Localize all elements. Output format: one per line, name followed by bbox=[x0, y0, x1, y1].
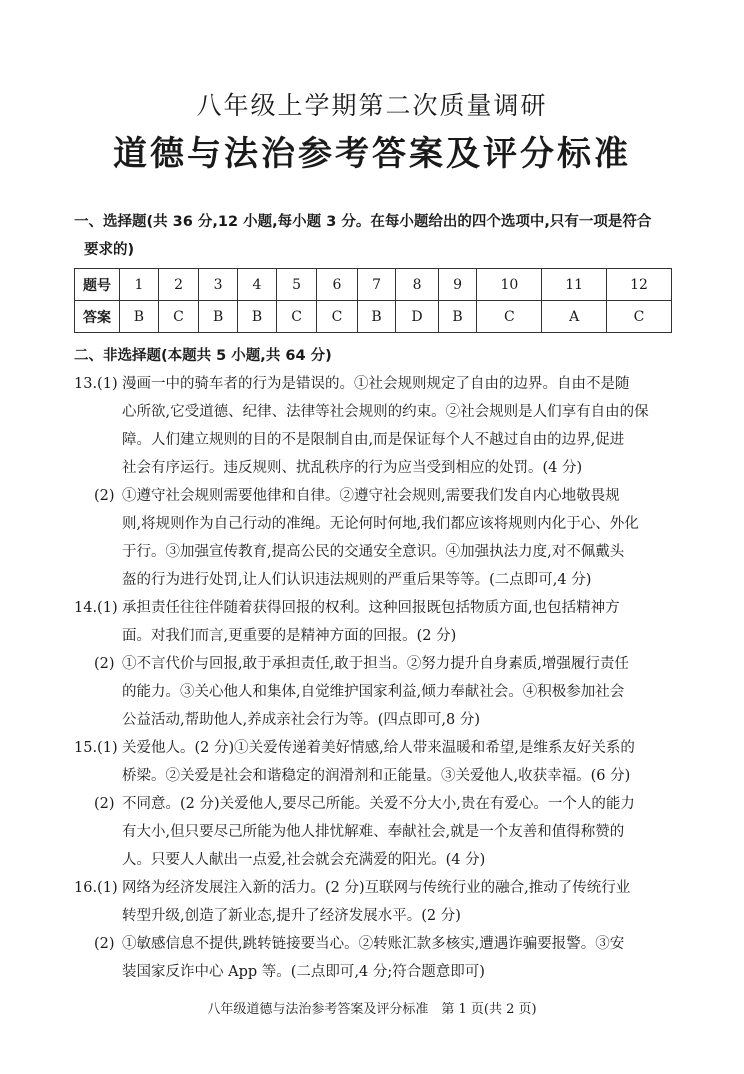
q15-part2 bbox=[74, 790, 674, 874]
q14-part2-line: 的能力。③关心他人和集体,自觉维护国家利益,倾力奉献社会。④积极参加社会 bbox=[122, 684, 625, 700]
answer-table bbox=[74, 268, 672, 333]
q15-part2-line: 不同意。(2 分)关爱他人,要尽己所能。关爱不分大小,贵在有爱心。一个人的能力 bbox=[122, 796, 635, 812]
q15-part1-label: 15.(1) bbox=[74, 740, 118, 756]
row-header-answer: 答案 bbox=[75, 301, 120, 333]
section2-heading: 二、非选择题(本题共 5 小题,共 64 分) bbox=[74, 348, 332, 364]
q16-part2-line: 装国家反诈中心 App 等。(二点即可,4 分;符合题意即可) bbox=[122, 964, 485, 980]
q13-part1-line: 障。人们建立规则的目的不是限制自由,而是保证每个人不越过自由的边界,促进 bbox=[122, 432, 625, 448]
table-cell-number: 12 bbox=[607, 269, 672, 301]
document-subtitle: 八年级上学期第二次质量调研 bbox=[196, 91, 548, 120]
q16-part1-line: 网络为经济发展注入新的活力。(2 分)互联网与传统行业的融合,推动了传统行业 bbox=[122, 880, 631, 896]
q13-part1-label: 13.(1) bbox=[74, 376, 118, 392]
table-cell-answer: A bbox=[542, 301, 607, 333]
table-cell-answer: C bbox=[158, 301, 198, 333]
table-cell-answer: C bbox=[276, 301, 316, 333]
q15-part1-line: 桥梁。②关爱是社会和谐稳定的润滑剂和正能量。③关爱他人,收获幸福。(6 分) bbox=[122, 768, 631, 784]
q13-part1-line: 漫画一中的骑车者的行为是错误的。①社会规则规定了自由的边界。自由不是随 bbox=[122, 376, 630, 392]
q16-part2-label: (2) bbox=[94, 936, 115, 952]
q16-part1-line: 转型升级,创造了新业态,提升了经济发展水平。(2 分) bbox=[122, 908, 461, 924]
q14-part2-line: ①不言代价与回报,敢于承担责任,敢于担当。②努力提升自身素质,增强履行责任 bbox=[122, 656, 629, 672]
q14-part2-line: 公益活动,帮助他人,养成亲社会行为等。(四点即可,8 分) bbox=[122, 712, 480, 728]
q16-part2 bbox=[74, 930, 674, 986]
document-title: 道德与法治参考答案及评分标准 bbox=[113, 134, 631, 174]
q16-part1-label: 16.(1) bbox=[74, 880, 118, 896]
table-cell-number: 1 bbox=[120, 269, 159, 301]
q13-part1-line: 社会有序运行。违反规则、扰乱秩序的行为应当受到相应的处罚。(4 分) bbox=[122, 460, 583, 476]
table-cell-number: 11 bbox=[542, 269, 607, 301]
q15-part2-label: (2) bbox=[94, 796, 115, 812]
table-cell-number: 7 bbox=[357, 269, 396, 301]
table-cell-answer: B bbox=[199, 301, 238, 333]
table-cell-number: 9 bbox=[438, 269, 477, 301]
table-cell-number: 8 bbox=[396, 269, 438, 301]
q13-part2-label: (2) bbox=[94, 488, 115, 504]
section1-line-2: 要求的) bbox=[84, 242, 135, 258]
q13-part2-line: ①遵守社会规则需要他律和自律。②遵守社会规则,需要我们发自内心地敬畏规 bbox=[122, 488, 620, 504]
table-cell-number: 5 bbox=[276, 269, 316, 301]
q15-part1 bbox=[74, 734, 674, 790]
q14-part1-line: 承担责任往往伴随着获得回报的权利。这种回报既包括物质方面,也包括精神方 bbox=[122, 600, 620, 616]
q15-part2-line: 人。只要人人献出一点爱,社会就会充满爱的阳光。(4 分) bbox=[122, 852, 486, 868]
table-cell-answer: C bbox=[477, 301, 542, 333]
page-footer: 八年级道德与法治参考答案及评分标准 第 1 页(共 2 页) bbox=[207, 1002, 537, 1017]
q14-part1-label: 14.(1) bbox=[74, 600, 118, 616]
table-cell-number: 6 bbox=[317, 269, 357, 301]
q13-part2 bbox=[74, 482, 674, 594]
table-cell-answer: C bbox=[317, 301, 357, 333]
q14-part2-label: (2) bbox=[94, 656, 115, 672]
question-number-row bbox=[75, 269, 672, 301]
section1-line-1: 一、选择题(共 36 分,12 小题,每小题 3 分。在每小题给出的四个选项中,只有一项是符合 bbox=[74, 214, 652, 230]
q13-part2-line: 于行。③加强宣传教育,提高公民的交通安全意识。④加强执法力度,对不佩戴头 bbox=[122, 544, 625, 560]
table-cell-answer: B bbox=[357, 301, 396, 333]
q14-part1-line: 面。对我们而言,更重要的是精神方面的回报。(2 分) bbox=[122, 628, 457, 644]
q16-part1 bbox=[74, 874, 674, 930]
answer-row bbox=[75, 301, 672, 333]
q15-part1-line: 关爱他人。(2 分)①关爱传递着美好情感,给人带来温暖和希望,是维系友好关系的 bbox=[122, 740, 635, 756]
q15-part2-line: 有大小,但只要尽己所能为他人排忧解难、奉献社会,就是一个友善和值得称赞的 bbox=[122, 824, 625, 840]
q14-part2 bbox=[74, 650, 674, 734]
q16-part2-line: ①敏感信息不提供,跳转链接要当心。②转账汇款多核实,遭遇诈骗要报警。③安 bbox=[122, 936, 625, 952]
q14-part1 bbox=[74, 594, 674, 650]
q13-part1-line: 心所欲,它受道德、纪律、法律等社会规则的约束。②社会规则是人们享有自由的保 bbox=[122, 404, 649, 420]
q13-part1 bbox=[74, 370, 674, 482]
row-header-number: 题号 bbox=[75, 269, 120, 301]
table-cell-number: 4 bbox=[238, 269, 277, 301]
section1-heading bbox=[74, 208, 674, 264]
q13-part2-line: 则,将规则作为自己行动的准绳。无论何时何地,我们都应该将规则内化于心、外化 bbox=[122, 516, 639, 532]
table-cell-answer: B bbox=[238, 301, 277, 333]
table-cell-answer: D bbox=[396, 301, 438, 333]
table-cell-number: 10 bbox=[477, 269, 542, 301]
table-cell-number: 3 bbox=[199, 269, 238, 301]
table-cell-answer: C bbox=[607, 301, 672, 333]
table-cell-number: 2 bbox=[158, 269, 198, 301]
table-cell-answer: B bbox=[120, 301, 159, 333]
q13-part2-line: 盔的行为进行处罚,让人们认识违法规则的严重后果等等。(二点即可,4 分) bbox=[122, 572, 592, 588]
table-cell-answer: B bbox=[438, 301, 477, 333]
